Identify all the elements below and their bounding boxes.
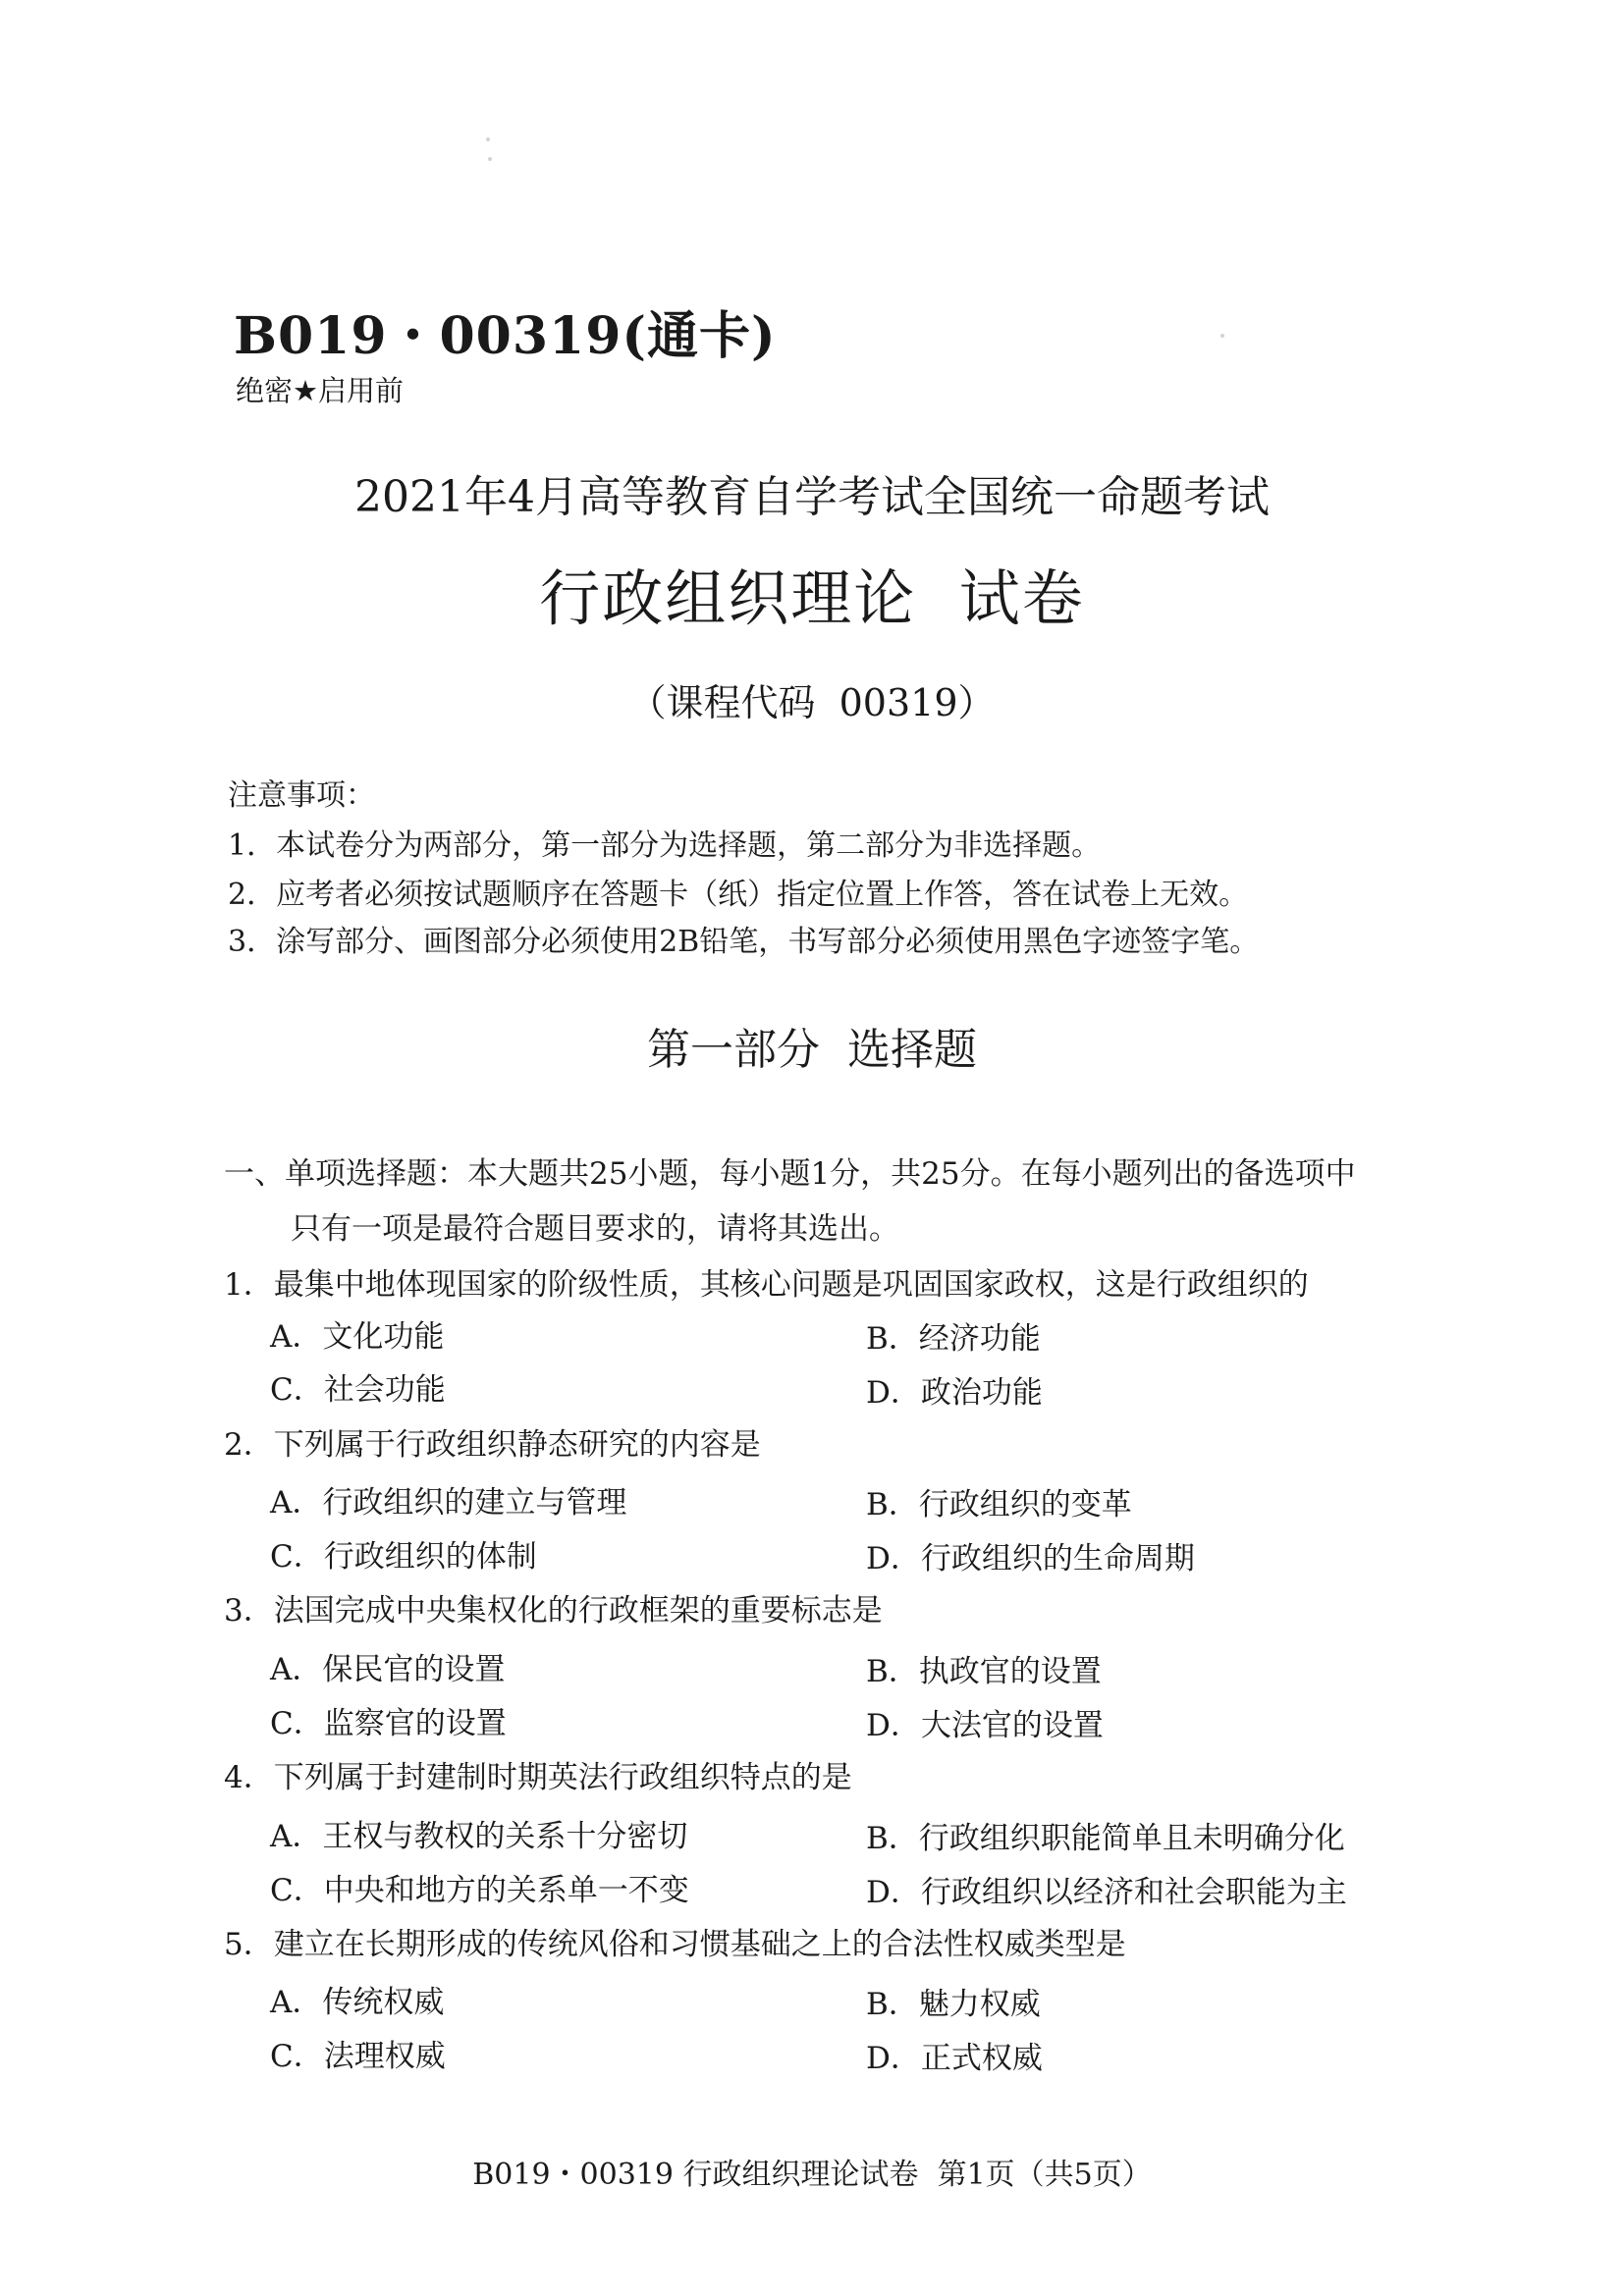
option-d: D．行政组织的生命周期 <box>866 1541 1195 1576</box>
paper-code: B019・00319(通卡) <box>234 306 777 366</box>
page-footer: B019・00319 行政组织理论试卷 第1页（共5页） <box>472 2158 1152 2192</box>
question-stem: 5．建立在长期形成的传统风俗和习惯基础之上的合法性权威类型是 <box>224 1927 1126 1962</box>
option-d: D．政治功能 <box>866 1375 1043 1411</box>
option-c: C．监察官的设置 <box>270 1706 507 1741</box>
option-a: A．王权与教权的关系十分密切 <box>270 1819 688 1854</box>
part-title: 第一部分 选择题 <box>647 1025 977 1075</box>
notice-item: 2．应考者必须按试题顺序在答题卡（纸）指定位置上作答，答在试卷上无效。 <box>228 878 1249 912</box>
option-b: B．魅力权威 <box>866 1987 1041 2022</box>
option-a: A．行政组织的建立与管理 <box>270 1485 627 1521</box>
option-c: C．社会功能 <box>270 1372 446 1408</box>
option-a: A．保民官的设置 <box>270 1652 506 1687</box>
option-b: B．行政组织职能简单且未明确分化 <box>866 1821 1345 1856</box>
subject-title: 行政组织理论 试卷 <box>539 562 1085 634</box>
option-c: C．中央和地方的关系单一不变 <box>270 1873 689 1908</box>
option-b: B．行政组织的变革 <box>866 1487 1132 1522</box>
notice-item: 3．涂写部分、画图部分必须使用2B铅笔，书写部分必须使用黑色字迹签字笔。 <box>228 925 1260 959</box>
option-c: C．行政组织的体制 <box>270 1539 537 1575</box>
question-stem: 2．下列属于行政组织静态研究的内容是 <box>224 1427 761 1463</box>
question-stem: 1．最集中地体现国家的阶级性质，其核心问题是巩固国家政权，这是行政组织的 <box>224 1267 1309 1303</box>
option-d: D．正式权威 <box>866 2041 1043 2076</box>
confidential-mark: 绝密★启用前 <box>236 374 404 407</box>
scan-speck <box>486 137 490 141</box>
option-b: B．经济功能 <box>866 1321 1041 1357</box>
section-instructions: 一、单项选择题：本大题共25小题，每小题1分，共25分。在每小题列出的备选项中 <box>224 1156 1356 1192</box>
question-stem: 3．法国完成中央集权化的行政框架的重要标志是 <box>224 1593 883 1629</box>
scan-speck <box>488 157 492 161</box>
option-d: D．行政组织以经济和社会职能为主 <box>866 1875 1347 1910</box>
option-d: D．大法官的设置 <box>866 1708 1104 1743</box>
notice-title: 注意事项： <box>228 778 375 813</box>
question-stem: 4．下列属于封建制时期英法行政组织特点的是 <box>224 1760 852 1795</box>
option-a: A．文化功能 <box>270 1319 445 1355</box>
option-c: C．法理权威 <box>270 2039 446 2074</box>
option-a: A．传统权威 <box>270 1985 445 2020</box>
exam-title: 2021年4月高等教育自学考试全国统一命题考试 <box>354 472 1270 522</box>
section-instructions-cont: 只有一项是最符合题目要求的，请将其选出。 <box>291 1211 899 1247</box>
notice-item: 1．本试卷分为两部分，第一部分为选择题，第二部分为非选择题。 <box>228 828 1102 863</box>
scan-speck <box>1220 334 1224 338</box>
course-code: （课程代码 00319） <box>628 681 996 724</box>
option-b: B．执政官的设置 <box>866 1654 1102 1689</box>
